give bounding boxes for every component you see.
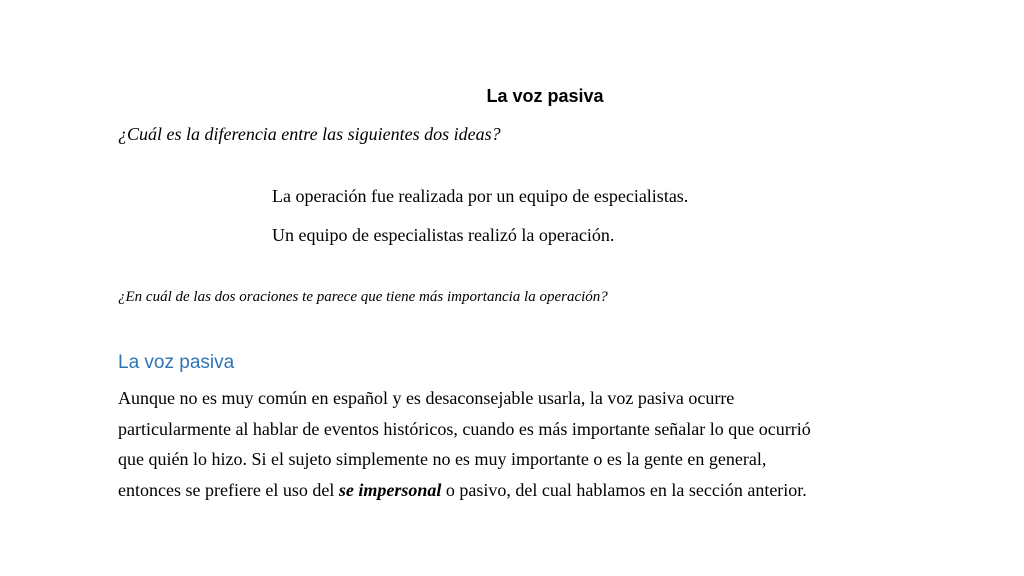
section-paragraph	[118, 383, 898, 505]
section-heading: La voz pasiva	[118, 352, 235, 373]
paragraph-line: que quién lo hizo. Si el sujeto simplemente no es muy importante o es la gente en general,	[118, 449, 767, 469]
example-sentence-active: Un equipo de especialistas realizó la operación.	[272, 225, 615, 245]
paragraph-line-last	[118, 475, 898, 506]
page-title: La voz pasiva	[486, 86, 604, 106]
emphasis-term: se impersonal	[338, 479, 442, 500]
question-importance: ¿En cuál de las dos oraciones te parece que tiene más importancia la operación?	[118, 289, 608, 305]
question-difference: ¿Cuál es la diferencia entre las siguientes dos ideas?	[118, 124, 501, 144]
example-sentence-passive: La operación fue realizada por un equipo de especialistas.	[272, 186, 689, 206]
paragraph-text: entonces se prefiere el uso del	[118, 479, 339, 500]
paragraph-line: Aunque no es muy común en español y es desaconsejable usarla, la voz pasiva ocurre	[118, 388, 735, 408]
paragraph-line: particularmente al hablar de eventos históricos, cuando es más importante señalar lo que ocurrió	[118, 418, 811, 439]
paragraph-text: o pasivo, del cual hablamos en la sección anterior.	[441, 479, 807, 500]
